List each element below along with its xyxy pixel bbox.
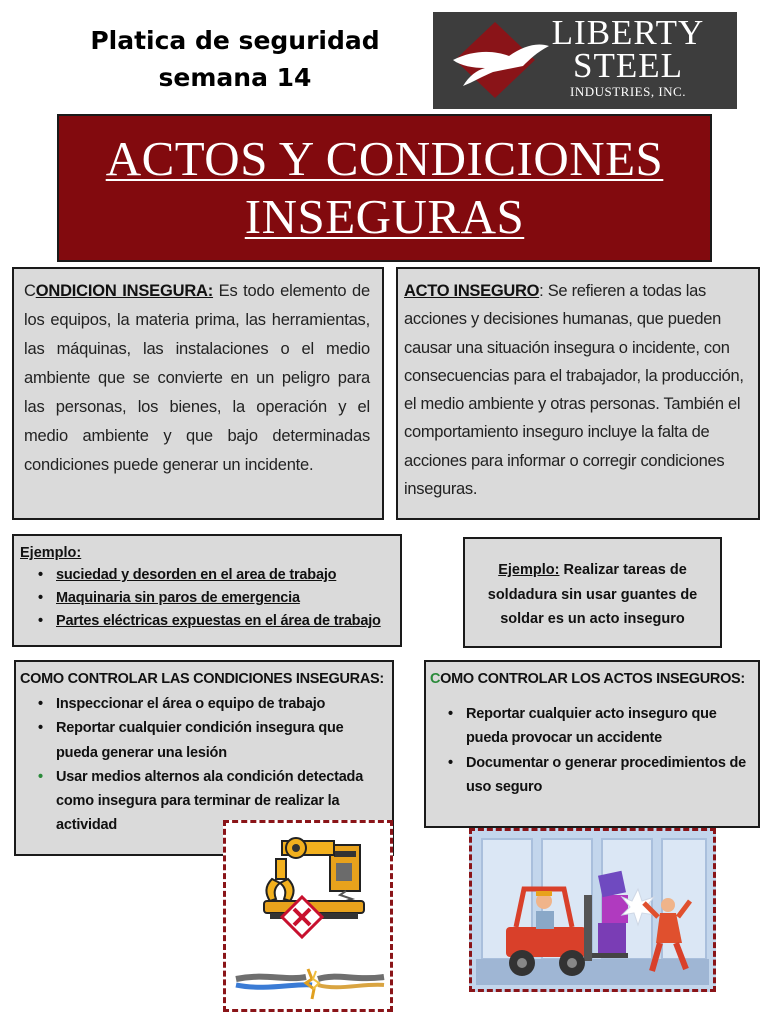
example-condiciones-box: [12, 534, 402, 647]
control-condiciones-list: [20, 692, 386, 838]
forklift-icon: [472, 831, 713, 989]
bullet-icon: •: [38, 696, 43, 712]
control-actos-title-first: C: [430, 671, 441, 687]
list-item: [36, 587, 394, 610]
term-condicion-first: C: [24, 282, 36, 300]
logo-line2: STEEL: [573, 46, 683, 85]
control-actos-box: [424, 660, 760, 828]
logo-line3: INDUSTRIES, INC.: [570, 84, 686, 99]
bullet-icon: •: [448, 754, 453, 771]
example-acto-body: Realizar tareas de soldadura sin usar guantes de soldar es un acto inseguro: [487, 562, 698, 627]
list-item: [36, 716, 386, 765]
term-acto: ACTO INSEGURO: [404, 282, 540, 300]
forklift-accident-illustration: [469, 828, 716, 992]
term-condicion: ONDICION INSEGURA:: [35, 282, 214, 300]
list-item-text: Reportar cualquier condición insegura que pueda generar una lesión: [56, 720, 344, 761]
example-acto-text: [475, 558, 710, 632]
list-item-text: Documentar o generar procedimientos de uso seguro: [466, 754, 747, 795]
logo-line1: LIBERTY: [551, 13, 705, 52]
list-item-text: Maquinaria sin paros de emergencia: [56, 590, 300, 606]
definition-acto-inseguro: [396, 267, 760, 520]
talk-title-line1: Platica de seguridad: [90, 26, 380, 55]
banner-title-line2: INSEGURAS: [244, 189, 525, 244]
logo-wordmark: [521, 13, 735, 102]
talk-title-line2: semana 14: [158, 63, 312, 92]
bullet-icon: •: [38, 768, 43, 785]
definition-condicion-body: Es todo elemento de los equipos, la materia prima, las herramientas, las máquinas, las instalaciones o el medio ambiente que se convierte en un peligro para las personas, los bienes, la operación y el medio ambiente y que bajo determinadas condiciones puede generar un incidente.: [24, 282, 370, 474]
list-item: [36, 692, 386, 716]
bullet-icon: •: [38, 590, 43, 606]
example-acto-box: [463, 537, 722, 648]
control-actos-title-rest: OMO CONTROLAR LOS ACTOS INSEGUROS:: [440, 671, 745, 687]
list-item: [36, 610, 394, 633]
list-item: [446, 702, 752, 751]
list-item-text: suciedad y desorden en el area de trabajo: [56, 567, 337, 583]
list-item: [36, 564, 394, 587]
list-item-text: Partes eléctricas expuestas en el área de trabajo: [56, 613, 381, 629]
example-condiciones-label: Ejemplo:: [20, 545, 82, 561]
list-item: [446, 751, 752, 800]
list-item-text: Usar medios alternos ala condición detectada como insegura para terminar de realizar la actividad: [56, 768, 364, 834]
company-logo: [433, 12, 737, 109]
definition-acto-body: : Se refieren a todas las acciones y decisiones humanas, que pueden causar una situación insegura o incidente, con consecuencias para el trabajador, la producción, el medio ambiente y otras personas. También el comportamiento inseguro incluye la falta de acciones para informar o corregir condiciones inseguras.: [404, 282, 744, 499]
banner-title-line1: ACTOS Y CONDICIONES: [105, 131, 664, 186]
example-acto-label: Ejemplo:: [498, 562, 560, 578]
definition-condicion-text: [24, 277, 370, 480]
list-item-text: Reportar cualquier acto inseguro que pueda provocar un accidente: [466, 706, 717, 747]
definition-condicion-insegura: [12, 267, 384, 520]
banner-title: [85, 130, 685, 246]
talk-title: [60, 22, 410, 96]
robotic-arm-warning-illustration: [223, 820, 393, 1012]
bullet-icon: •: [38, 613, 43, 629]
definition-acto-text: [404, 277, 746, 503]
bullet-icon: •: [38, 567, 43, 583]
control-actos-title: [430, 668, 752, 690]
control-condiciones-title: COMO CONTROLAR LAS CONDICIONES INSEGURAS:: [20, 671, 384, 687]
bullet-icon: •: [448, 706, 453, 722]
list-item-text: Inspeccionar el área o equipo de trabajo: [56, 696, 326, 712]
bullet-icon: •: [38, 720, 43, 737]
title-banner: [57, 114, 712, 262]
robotic-arm-icon: [226, 823, 390, 1009]
example-condiciones-list: [20, 564, 394, 633]
control-actos-list: [430, 702, 752, 799]
